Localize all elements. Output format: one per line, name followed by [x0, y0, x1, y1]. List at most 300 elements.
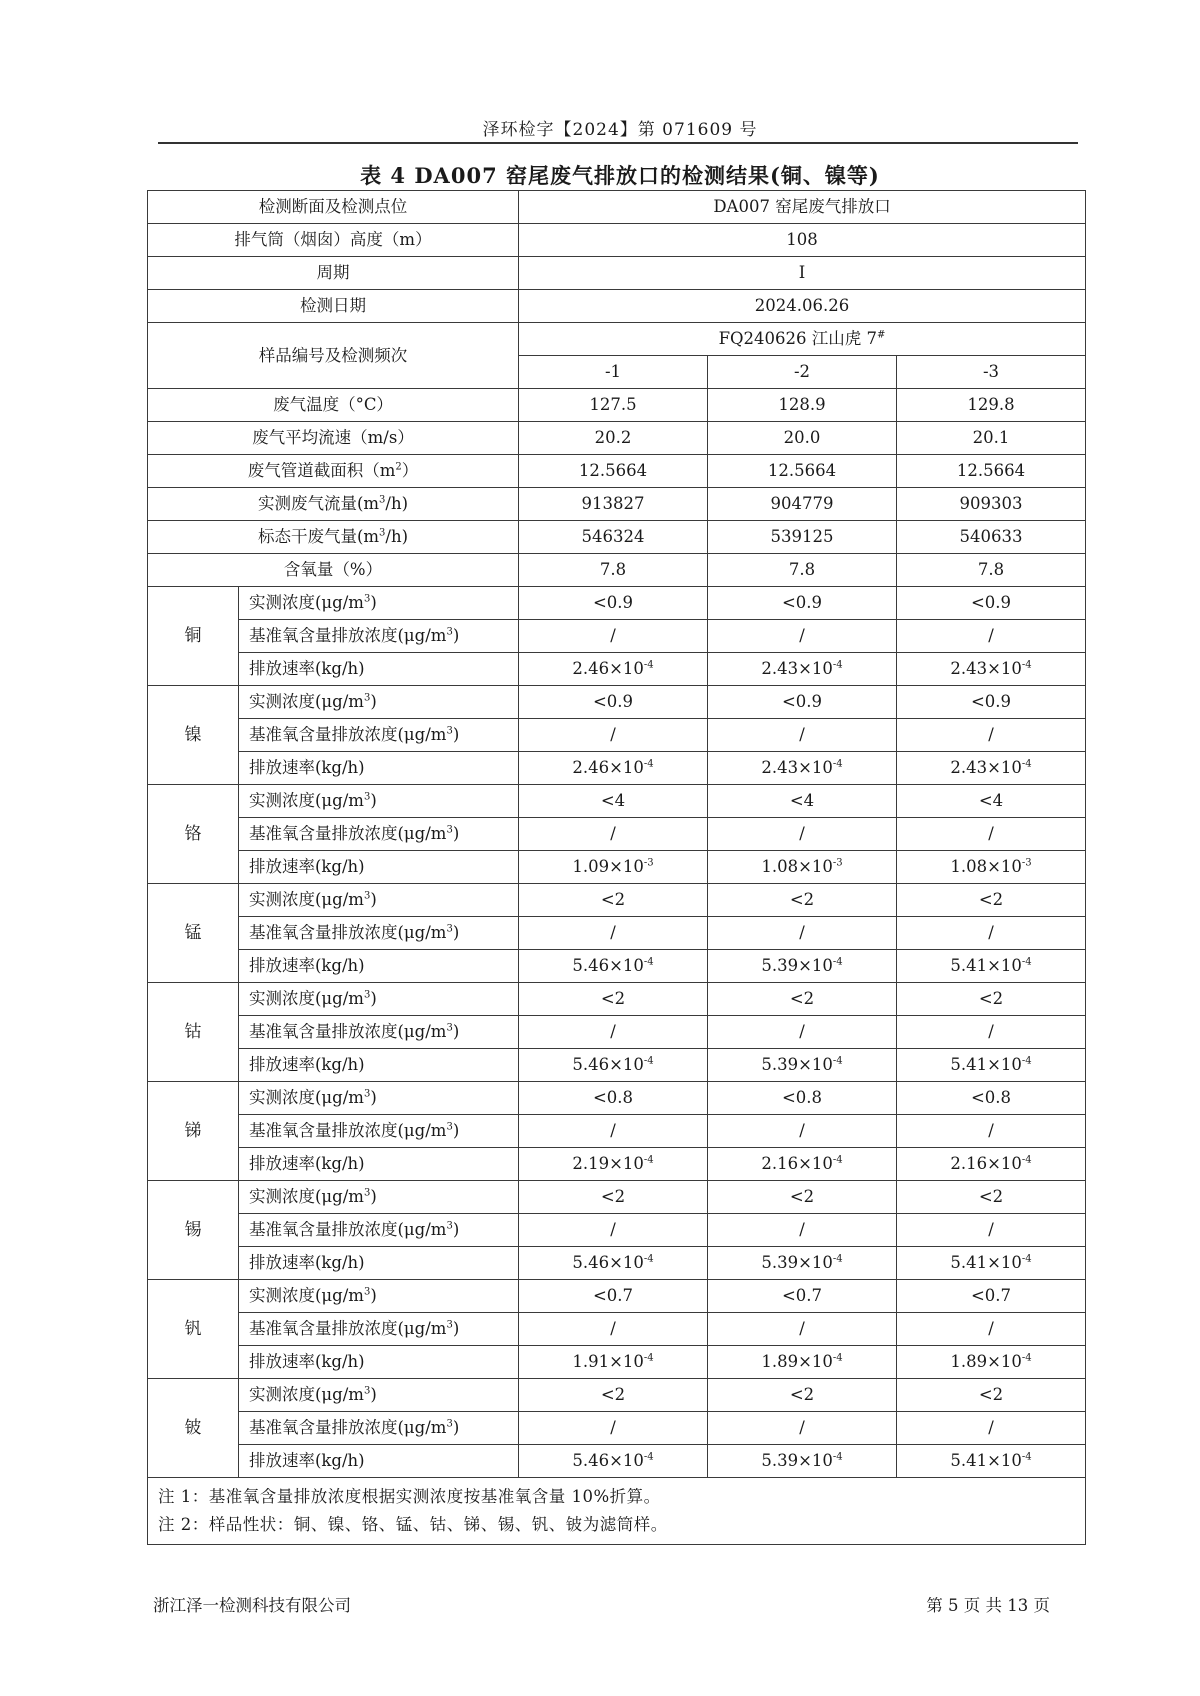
item-label-text: ) [370, 1286, 377, 1305]
info-value: I [519, 257, 1086, 290]
metal-rate-row [148, 752, 1086, 785]
item-label-sup: 3 [363, 1088, 371, 1100]
item-rate-label: 排放速率(kg/h) [239, 1247, 519, 1280]
rate-value [708, 1049, 897, 1082]
info-label: 排气筒（烟囱）高度（m） [148, 224, 519, 257]
ref-value: / [519, 620, 708, 653]
rate-mantissa: 2.19×10 [572, 1154, 644, 1173]
ref-value: / [708, 719, 897, 752]
ref-value: / [897, 1016, 1086, 1049]
item-label-sup: 3 [446, 1220, 453, 1232]
conc-value: <0.8 [519, 1082, 708, 1115]
rate-value [519, 1346, 708, 1379]
conc-value: <2 [708, 884, 897, 917]
frequency-cell: -2 [708, 356, 897, 389]
item-label-text: ) [452, 1022, 460, 1041]
item-label-text: ) [370, 791, 377, 810]
rate-exponent: -3 [643, 857, 654, 869]
item-ref-label [239, 818, 519, 851]
rate-mantissa: 5.39×10 [761, 1055, 833, 1074]
metal-name: 铍 [148, 1379, 239, 1478]
rate-exponent: -4 [643, 659, 654, 671]
item-label-text: 实测浓度(μg/m [249, 1286, 364, 1305]
item-label-text: 基准氧含量排放浓度(μg/m [249, 1319, 447, 1338]
item-label-text: ) [370, 1187, 377, 1206]
item-conc-label [239, 1280, 519, 1313]
gas-value: 12.5664 [519, 455, 708, 488]
rate-mantissa: 5.41×10 [950, 956, 1022, 975]
item-rate-label: 排放速率(kg/h) [239, 1445, 519, 1478]
conc-value: <2 [519, 884, 708, 917]
gas-value: 20.2 [519, 422, 708, 455]
ref-value: / [708, 1313, 897, 1346]
metal-conc-row [148, 1280, 1086, 1313]
metal-ref-row [148, 1313, 1086, 1346]
ref-value: / [708, 818, 897, 851]
rate-mantissa: 2.16×10 [950, 1154, 1022, 1173]
rate-exponent: -4 [643, 758, 654, 770]
rate-exponent: -4 [1021, 1352, 1032, 1364]
rate-mantissa: 5.46×10 [572, 956, 644, 975]
info-row [148, 191, 1086, 224]
ref-value: / [519, 818, 708, 851]
conc-value: <0.9 [708, 686, 897, 719]
conc-value: <2 [897, 884, 1086, 917]
metal-name: 锑 [148, 1082, 239, 1181]
item-label-sup: 3 [446, 725, 453, 737]
notes-cell [148, 1478, 1086, 1545]
ref-value: / [519, 917, 708, 950]
ref-value: / [708, 620, 897, 653]
item-rate-label: 排放速率(kg/h) [239, 1346, 519, 1379]
item-label-sup: 3 [446, 1319, 453, 1331]
rate-exponent: -4 [1021, 758, 1032, 770]
sample-code [519, 323, 1086, 356]
gas-row [148, 389, 1086, 422]
header-divider [158, 142, 1078, 144]
ref-value: / [519, 719, 708, 752]
item-label-text: ) [370, 593, 377, 612]
notes-row [148, 1478, 1086, 1545]
rate-exponent: -4 [832, 659, 843, 671]
info-row [148, 224, 1086, 257]
rate-mantissa: 1.09×10 [572, 857, 644, 876]
ref-value: / [897, 1115, 1086, 1148]
report-number: 泽环检字【2024】第 071609 号 [482, 120, 758, 140]
metal-name: 铜 [148, 587, 239, 686]
metal-ref-row [148, 1016, 1086, 1049]
gas-value: 12.5664 [897, 455, 1086, 488]
info-row [148, 290, 1086, 323]
results-table [147, 190, 1086, 1545]
gas-value: 909303 [897, 488, 1086, 521]
gas-label-text: ） [401, 461, 419, 480]
ref-value: / [519, 1115, 708, 1148]
gas-row [148, 521, 1086, 554]
item-label-text: ) [452, 626, 460, 645]
rate-exponent: -4 [1021, 659, 1032, 671]
gas-label-text: 标态干废气量(m [257, 527, 380, 546]
gas-value: 12.5664 [708, 455, 897, 488]
rate-mantissa: 2.43×10 [761, 758, 833, 777]
item-rate-label: 排放速率(kg/h) [239, 1148, 519, 1181]
item-ref-label [239, 1412, 519, 1445]
rate-value [708, 1346, 897, 1379]
ref-value: / [897, 917, 1086, 950]
gas-label-text: 废气管道截面积（m [247, 461, 396, 480]
metal-conc-row [148, 884, 1086, 917]
conc-value: <2 [897, 1181, 1086, 1214]
note-line: 注 2：样品性状：铜、镍、铬、锰、钴、锑、锡、钒、铍为滤筒样。 [158, 1515, 668, 1534]
ref-value: / [708, 917, 897, 950]
conc-value: <0.7 [708, 1280, 897, 1313]
gas-value: 546324 [519, 521, 708, 554]
gas-label-text: /h) [385, 527, 409, 546]
item-label-text: ) [370, 1088, 377, 1107]
info-label: 周期 [148, 257, 519, 290]
rate-value [708, 950, 897, 983]
rate-value [519, 1445, 708, 1478]
item-conc-label [239, 884, 519, 917]
rate-exponent: -4 [1021, 1055, 1032, 1067]
metal-name: 锰 [148, 884, 239, 983]
metal-ref-row [148, 620, 1086, 653]
item-label-text: 基准氧含量排放浓度(μg/m [249, 626, 447, 645]
sample-label: 样品编号及检测频次 [148, 323, 519, 389]
item-label-sup: 3 [446, 1022, 453, 1034]
metal-name: 锡 [148, 1181, 239, 1280]
metal-ref-row [148, 818, 1086, 851]
item-label-text: 基准氧含量排放浓度(μg/m [249, 725, 447, 744]
rate-mantissa: 5.39×10 [761, 1253, 833, 1272]
frequency-cell: -3 [897, 356, 1086, 389]
metal-conc-row [148, 785, 1086, 818]
sample-code-sup: # [877, 329, 886, 341]
item-label-text: 基准氧含量排放浓度(μg/m [249, 1022, 447, 1041]
info-label: 检测断面及检测点位 [148, 191, 519, 224]
ref-value: / [519, 1016, 708, 1049]
metal-rate-row [148, 1049, 1086, 1082]
item-label-sup: 3 [363, 1385, 371, 1397]
gas-value: 539125 [708, 521, 897, 554]
item-rate-label: 排放速率(kg/h) [239, 851, 519, 884]
item-conc-label [239, 1082, 519, 1115]
ref-value: / [708, 1016, 897, 1049]
rate-value [519, 752, 708, 785]
rate-value [897, 851, 1086, 884]
ref-value: / [897, 620, 1086, 653]
conc-value: <2 [519, 1181, 708, 1214]
sample-code-text: FQ240626 江山虎 7 [718, 329, 878, 348]
rate-exponent: -4 [643, 1154, 654, 1166]
rate-value [897, 1148, 1086, 1181]
conc-value: <2 [519, 1379, 708, 1412]
metal-ref-row [148, 1115, 1086, 1148]
item-conc-label [239, 785, 519, 818]
item-label-text: 基准氧含量排放浓度(μg/m [249, 1418, 447, 1437]
conc-value: <2 [708, 1181, 897, 1214]
gas-row [148, 488, 1086, 521]
conc-value: <2 [708, 1379, 897, 1412]
conc-value: <0.8 [897, 1082, 1086, 1115]
conc-value: <0.7 [897, 1280, 1086, 1313]
item-label-text: 实测浓度(μg/m [249, 1088, 364, 1107]
metal-rate-row [148, 1247, 1086, 1280]
rate-mantissa: 5.39×10 [761, 956, 833, 975]
gas-value: 913827 [519, 488, 708, 521]
rate-mantissa: 2.43×10 [950, 659, 1022, 678]
metal-name: 镍 [148, 686, 239, 785]
metal-conc-row [148, 686, 1086, 719]
gas-value: 20.0 [708, 422, 897, 455]
ref-value: / [897, 818, 1086, 851]
gas-row [148, 422, 1086, 455]
rate-mantissa: 1.91×10 [572, 1352, 644, 1371]
metal-conc-row [148, 587, 1086, 620]
ref-value: / [708, 1412, 897, 1445]
item-ref-label [239, 1214, 519, 1247]
rate-value [708, 1445, 897, 1478]
rate-mantissa: 1.89×10 [950, 1352, 1022, 1371]
metal-rate-row [148, 1148, 1086, 1181]
gas-value: 127.5 [519, 389, 708, 422]
conc-value: <0.9 [897, 587, 1086, 620]
conc-value: <0.9 [708, 587, 897, 620]
rate-exponent: -4 [643, 1352, 654, 1364]
gas-value: 7.8 [897, 554, 1086, 587]
rate-value [519, 653, 708, 686]
info-row [148, 257, 1086, 290]
item-label-sup: 3 [363, 1286, 371, 1298]
ref-value: / [519, 1214, 708, 1247]
rate-exponent: -4 [1021, 1253, 1032, 1265]
rate-exponent: -4 [832, 1352, 843, 1364]
rate-value [519, 851, 708, 884]
metal-conc-row [148, 983, 1086, 1016]
rate-exponent: -4 [832, 1154, 843, 1166]
item-conc-label [239, 686, 519, 719]
rate-exponent: -3 [832, 857, 843, 869]
item-label-text: 实测浓度(μg/m [249, 1187, 364, 1206]
gas-label-text: 废气温度（°C） [273, 395, 393, 414]
rate-exponent: -4 [1021, 1451, 1032, 1463]
metal-conc-row [148, 1082, 1086, 1115]
rate-mantissa: 5.39×10 [761, 1451, 833, 1470]
ref-value: / [897, 1313, 1086, 1346]
rate-mantissa: 2.46×10 [572, 659, 644, 678]
item-ref-label [239, 917, 519, 950]
rate-mantissa: 1.08×10 [950, 857, 1022, 876]
ref-value: / [708, 1115, 897, 1148]
gas-label-text: 含氧量（%） [283, 560, 383, 579]
item-label-text: ) [452, 1418, 460, 1437]
rate-value [519, 1148, 708, 1181]
item-rate-label: 排放速率(kg/h) [239, 752, 519, 785]
rate-value [519, 1049, 708, 1082]
item-label-text: ) [452, 725, 460, 744]
rate-value [519, 1247, 708, 1280]
conc-value: <2 [897, 1379, 1086, 1412]
rate-exponent: -4 [643, 1451, 654, 1463]
item-label-sup: 3 [363, 593, 371, 605]
rate-exponent: -4 [832, 1451, 843, 1463]
gas-label [148, 554, 519, 587]
gas-label [148, 521, 519, 554]
ref-value: / [897, 719, 1086, 752]
rate-value [708, 851, 897, 884]
rate-value [897, 1346, 1086, 1379]
gas-label [148, 455, 519, 488]
rate-value [897, 1247, 1086, 1280]
metal-ref-row [148, 719, 1086, 752]
gas-label-sup: 2 [395, 461, 402, 473]
rate-exponent: -3 [1021, 857, 1032, 869]
gas-label [148, 422, 519, 455]
item-label-text: 基准氧含量排放浓度(μg/m [249, 923, 447, 942]
item-label-text: ) [370, 890, 377, 909]
rate-value [708, 752, 897, 785]
info-value: DA007 窑尾废气排放口 [519, 191, 1086, 224]
rate-mantissa: 5.46×10 [572, 1055, 644, 1074]
frequency-cell: -1 [519, 356, 708, 389]
item-label-sup: 3 [363, 989, 371, 1001]
item-label-sup: 3 [446, 626, 453, 638]
item-label-text: ) [370, 692, 377, 711]
item-rate-label: 排放速率(kg/h) [239, 653, 519, 686]
ref-value: / [897, 1214, 1086, 1247]
ref-value: / [519, 1412, 708, 1445]
gas-label [148, 488, 519, 521]
item-label-sup: 3 [446, 1418, 453, 1430]
info-value: 108 [519, 224, 1086, 257]
gas-row [148, 455, 1086, 488]
item-label-text: 实测浓度(μg/m [249, 692, 364, 711]
conc-value: <2 [897, 983, 1086, 1016]
item-conc-label [239, 1181, 519, 1214]
metal-ref-row [148, 1412, 1086, 1445]
rate-exponent: -4 [832, 758, 843, 770]
item-label-sup: 3 [363, 791, 371, 803]
item-label-sup: 3 [363, 692, 371, 704]
metal-name: 钒 [148, 1280, 239, 1379]
gas-value: 128.9 [708, 389, 897, 422]
rate-mantissa: 5.41×10 [950, 1253, 1022, 1272]
note-line: 注 1：基准氧含量排放浓度根据实测浓度按基准氧含量 10%折算。 [158, 1487, 661, 1506]
sample-row [148, 323, 1086, 356]
item-label-text: 基准氧含量排放浓度(μg/m [249, 1121, 447, 1140]
gas-label-sup: 3 [379, 494, 386, 506]
item-label-text: 实测浓度(μg/m [249, 890, 364, 909]
item-label-text: 实测浓度(μg/m [249, 791, 364, 810]
rate-value [519, 950, 708, 983]
item-ref-label [239, 620, 519, 653]
item-ref-label [239, 1115, 519, 1148]
conc-value: <0.9 [519, 587, 708, 620]
rate-exponent: -4 [643, 1055, 654, 1067]
item-label-text: ) [370, 989, 377, 1008]
item-label-text: ) [452, 923, 460, 942]
conc-value: <0.8 [708, 1082, 897, 1115]
table-title: 表 4 DA007 窑尾废气排放口的检测结果(铜、镍等) [360, 163, 880, 188]
gas-value: 540633 [897, 521, 1086, 554]
rate-value [897, 653, 1086, 686]
gas-value: 20.1 [897, 422, 1086, 455]
page-number: 第 5 页 共 13 页 [926, 1596, 1050, 1615]
metal-rate-row [148, 851, 1086, 884]
conc-value: <0.9 [519, 686, 708, 719]
rate-mantissa: 2.43×10 [950, 758, 1022, 777]
gas-label-text: /h) [385, 494, 409, 513]
item-conc-label [239, 1379, 519, 1412]
ref-value: / [897, 1412, 1086, 1445]
item-label-text: ) [370, 1385, 377, 1404]
info-label: 检测日期 [148, 290, 519, 323]
ref-value: / [708, 1214, 897, 1247]
item-label-sup: 3 [363, 890, 371, 902]
item-label-text: 实测浓度(μg/m [249, 989, 364, 1008]
rate-exponent: -4 [1021, 1154, 1032, 1166]
item-label-sup: 3 [446, 923, 453, 935]
item-ref-label [239, 1313, 519, 1346]
rate-value [708, 1148, 897, 1181]
ref-value: / [519, 1313, 708, 1346]
rate-mantissa: 2.16×10 [761, 1154, 833, 1173]
rate-mantissa: 5.46×10 [572, 1451, 644, 1470]
company-name: 浙江泽一检测科技有限公司 [153, 1596, 351, 1615]
rate-mantissa: 2.46×10 [572, 758, 644, 777]
gas-value: 7.8 [708, 554, 897, 587]
metal-rate-row [148, 1445, 1086, 1478]
metal-name: 铬 [148, 785, 239, 884]
gas-label-sup: 3 [379, 527, 386, 539]
rate-exponent: -4 [1021, 956, 1032, 968]
item-label-text: ) [452, 1319, 460, 1338]
info-value: 2024.06.26 [519, 290, 1086, 323]
rate-mantissa: 1.08×10 [761, 857, 833, 876]
conc-value: <4 [519, 785, 708, 818]
metal-conc-row [148, 1181, 1086, 1214]
rate-exponent: -4 [643, 956, 654, 968]
conc-value: <4 [708, 785, 897, 818]
rate-value [897, 1445, 1086, 1478]
item-ref-label [239, 1016, 519, 1049]
item-conc-label [239, 587, 519, 620]
item-rate-label: 排放速率(kg/h) [239, 1049, 519, 1082]
gas-value: 129.8 [897, 389, 1086, 422]
item-rate-label: 排放速率(kg/h) [239, 950, 519, 983]
metal-rate-row [148, 950, 1086, 983]
conc-value: <0.7 [519, 1280, 708, 1313]
gas-value: 7.8 [519, 554, 708, 587]
item-label-text: 实测浓度(μg/m [249, 1385, 364, 1404]
rate-value [708, 653, 897, 686]
rate-exponent: -4 [832, 956, 843, 968]
rate-exponent: -4 [832, 1253, 843, 1265]
item-label-sup: 3 [446, 824, 453, 836]
rate-mantissa: 5.41×10 [950, 1451, 1022, 1470]
item-label-text: ) [452, 1220, 460, 1239]
item-label-sup: 3 [363, 1187, 371, 1199]
gas-row [148, 554, 1086, 587]
item-label-text: 实测浓度(μg/m [249, 593, 364, 612]
item-label-text: 基准氧含量排放浓度(μg/m [249, 1220, 447, 1239]
rate-exponent: -4 [832, 1055, 843, 1067]
rate-value [708, 1247, 897, 1280]
gas-label-text: 废气平均流速（m/s） [252, 428, 414, 447]
gas-label-text: 实测废气流量(m [257, 494, 380, 513]
metal-rate-row [148, 653, 1086, 686]
metal-rate-row [148, 1346, 1086, 1379]
